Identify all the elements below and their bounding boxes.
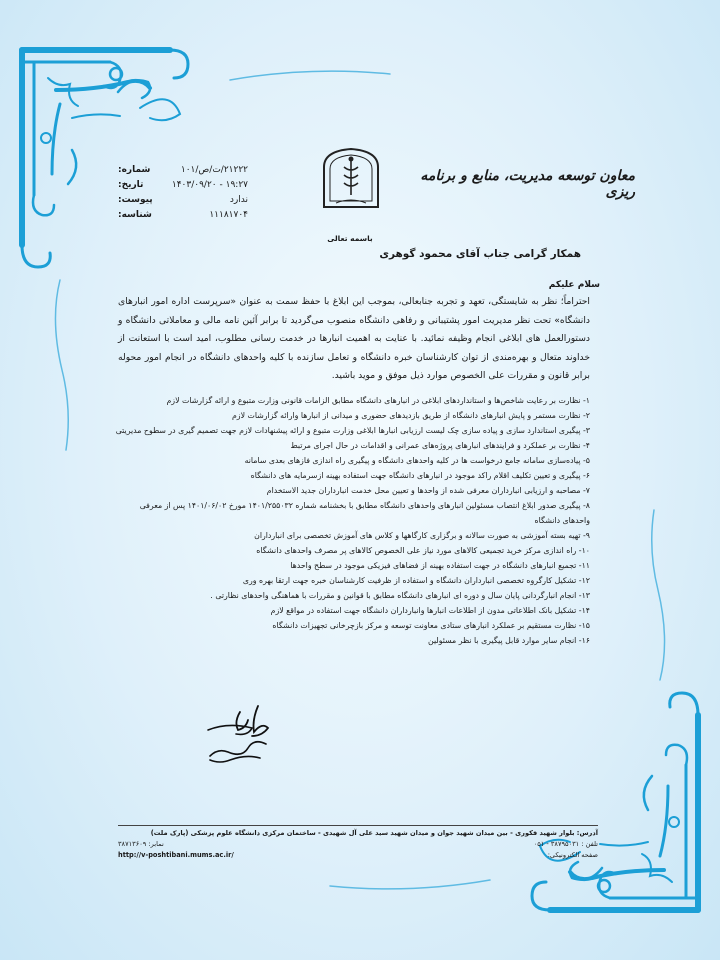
duties-list xyxy=(110,393,590,648)
list-item: ۱- نظارت بر رعایت شاخص‌ها و استانداردهای ابلاغی در انبارهای دانشگاه مطابق الزامات قانونی وزارت متبوع و ارائه گزارشات لازم xyxy=(166,396,590,405)
list-item: ۹- تهیه بسته آموزشی به صورت سالانه و برگزاری کارگاهها و کلاس های آموزش تخصصی برای انبارداران xyxy=(254,531,590,540)
handwritten-signature xyxy=(200,700,280,770)
footer-address: آدرس: بلوار شهید فکوری - بین میدان شهید جوان و میدان شهید سید علی آل شهیدی - ساختمان مرکزی دانشگاه علوم پزشکی (پارک ملت) xyxy=(150,829,598,837)
list-item: ۸- پیگیری صدور ابلاغ انتصاب مسئولین انبارهای واحدهای دانشگاه مطابق با بخشنامه شماره ۱۴۰۱/۲۵۵۰۳۲ مورخ ۱۴۰۱/۰۶/۰۲ پس از معرفی واحدهای دانشگاه xyxy=(139,501,590,525)
list-item: ۷- مصاحبه و ارزیابی انبارداران معرفی شده از واحدها و تعیین محل خدمت انبارداران جدید الاستخدام xyxy=(266,486,590,495)
attachment-label: پیوست: xyxy=(118,195,153,205)
list-item: ۱۴- تشکیل بانک اطلاعاتی مدون از اطلاعات انبارها وانبارداران دانشگاه جهت استفاده در مواقع لازم xyxy=(270,606,590,615)
letter-metadata xyxy=(118,163,248,223)
addressee: همکار گرامی جناب آقای محمود گوهری xyxy=(379,248,581,260)
letter-intro: احتراماً؛ نظر به شایستگی، تعهد و تجربه جنابعالی، بموجب این ابلاغ با حفظ سمت به عنوان «سرپرست اداره امور انبارهای دانشگاه» تحت نظر مدیریت امور پشتیبانی و رفاهی دانشگاه منصوب می‌گردید تا برابر آئین نامه مالی و معاملاتی دانشگاه و دستورالعمل های ابلاغی انجام وظیفه نمائید. با عنایت به اهمیت انبارها در خدمت رسانی مطلوب، امید است با استعانت از خداوند متعال و بهره‌مندی از توان کارشناسان خبره دانشگاه و تعامل سازنده با کلیه واحدهای دانشگاه در انجام امور محوله برابر قانون و مقررات علی الخصوص موارد ذیل موفق و موید باشید. xyxy=(118,296,590,381)
list-item: ۱۰- راه اندازی مرکز خرید تجمیعی کالاهای مورد نیاز علی الخصوص کالاهای پر مصرف واحدهای دانشگاه xyxy=(256,546,590,555)
footer xyxy=(118,828,598,861)
list-item: ۲- نظارت مستمر و پایش انبارهای دانشگاه از طریق بازدیدهای حضوری و میدانی از انبارها وارائه گزارشات لازم xyxy=(231,411,590,420)
list-item: ۵- پیاده‌سازی سامانه جامع درخواست ها در کلیه واحدهای دانشگاه و پیگیری راه اندازی فازهای بعدی سامانه xyxy=(244,456,590,465)
list-item: ۴- نظارت بر عملکرد و فرایندهای انبارهای پروژه‌های عمرانی و اقدامات در حال اجرای مرتبط xyxy=(290,441,590,450)
organization-title: معاون توسعه مدیریت، منابع و برنامه ریزی xyxy=(420,168,635,200)
footer-phone: تلفن : ۳۸۷۹۵۰۳۱ - ۰۵۱ xyxy=(533,840,598,848)
university-logo-icon xyxy=(318,145,384,211)
footer-web-label: صفحه الکترونیکی: xyxy=(547,851,598,859)
attachment-value: ندارد xyxy=(229,195,248,205)
list-item: ۱۶- انجام سایر موارد قابل پیگیری با نظر مسئولین xyxy=(428,636,590,645)
id-value: ۱۱۱۸۱۷۰۴ xyxy=(209,210,248,220)
list-item: ۱۳- انجام انبارگردانی پایان سال و دوره ای انبارهای دانشگاه مطابق با قوانین و مقررات با هماهنگی واحدهای نظارتی . xyxy=(210,591,590,600)
list-item: ۶- پیگیری و تعیین تکلیف اقلام راکد موجود در انبارهای دانشگاه جهت استفاده بهینه ازسرمایه های دانشگاه xyxy=(250,471,590,480)
list-item: ۱۲- تشکیل کارگروه تخصصی انبارداران دانشگاه و استفاده از ظرفیت کارشناسان خبره جهت ارتقا بهره وری xyxy=(242,576,590,585)
date-label: تاریخ: xyxy=(118,180,144,190)
list-item: ۱۵- نظارت مستقیم بر عملکرد انبارهای ستادی معاونت توسعه و مرکز بازچرخانی تجهیزات دانشگاه xyxy=(272,621,590,630)
number-label: شماره: xyxy=(118,165,151,175)
footer-divider xyxy=(118,825,598,826)
number-value: ۲۱۲۲۲/ت/ص/۱۰۱ xyxy=(180,165,248,175)
id-label: شناسه: xyxy=(118,210,152,220)
date-value: ۱۹:۲۷ - ۱۴۰۳/۰۹/۲۰ xyxy=(171,180,248,190)
greeting: سلام علیکم xyxy=(548,280,600,290)
footer-url[interactable]: http://v-poshtibani.mums.ac.ir/ xyxy=(118,851,234,859)
bismillah: باسمه تعالی xyxy=(327,234,373,243)
footer-fax: نمابر: ۳۸۷۱۳۶۰۹ xyxy=(118,840,164,848)
list-item: ۳- پیگیری استاندارد سازی و پیاده سازی چک لیست ارزیابی انبارها ابلاغی وزارت متبوع و ارائه پیشنهادات لازم جهت تصمیم گیری در سطوح مدیریتی xyxy=(115,426,590,435)
list-item: ۱۱- تجمیع انبارهای دانشگاه در جهت استفاده بهینه از فضاهای فیزیکی موجود در سطح واحدها xyxy=(290,561,590,570)
